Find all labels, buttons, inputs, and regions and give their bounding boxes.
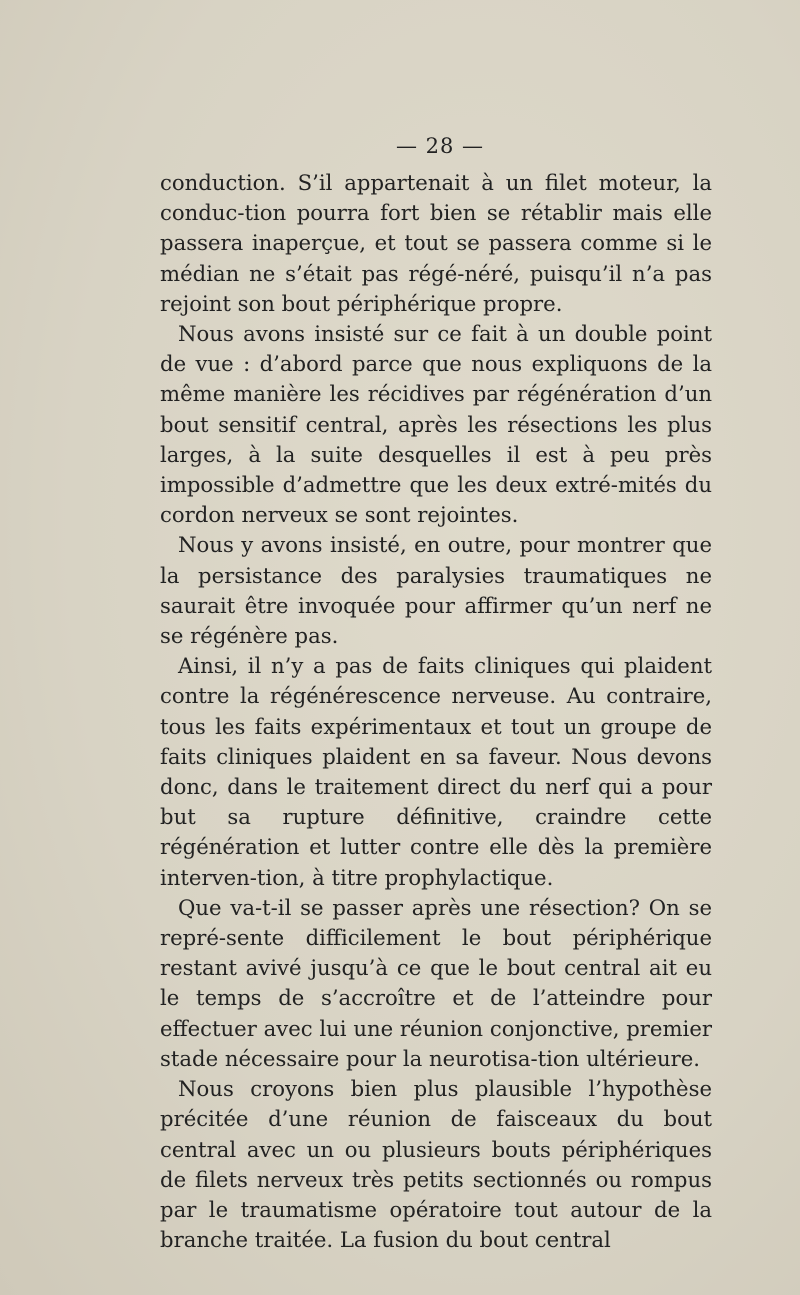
paragraph-2: Nous avons insisté sur ce fait à un double point de vue : d’abord parce que nous expliquons de la même manière les récidives par régénération d’un bout sensitif central, après les résections les plus larges, à la suite desquelles il est à peu près impossible d’admettre que les deux extré-mités du cordon nerveux se sont rejointes.: [160, 321, 712, 528]
page-number: — 28 —: [395, 134, 485, 158]
body-text: [160, 168, 712, 1255]
paragraph-1: conduction. S’il appartenait à un filet moteur, la conduc-tion pourra fort bien se rétablir mais elle passera inaperçue, et tout se passera comme si le médian ne s’était pas régé-néré, puisqu’il n’a pas rejoint son bout périphérique propre.: [160, 170, 712, 316]
paragraph-3: Nous y avons insisté, en outre, pour montrer que la persistance des paralysies traumatiques ne saurait être invoquée pour affirmer qu’un nerf ne se régénère pas.: [160, 532, 712, 649]
paragraph-5: Que va-t-il se passer après une résection? On se repré-sente difficilement le bout périphérique restant avivé jusqu’à ce que le bout central ait eu le temps de s’accroître et de l’atteindre pour effectuer avec lui une réunion conjonctive, premier stade nécessaire pour la neurotisa-tion ultérieure.: [160, 894, 712, 1071]
paragraph-6: Nous croyons bien plus plausible l’hypothèse précitée d’une réunion de faisceaux du bout central avec un ou plusieurs bouts périphériques de filets nerveux très petits sectionnés ou rompus par le traumatisme opératoire tout autour de la branche traitée. La fusion du bout central: [160, 1076, 712, 1253]
paragraph-4: Ainsi, il n’y a pas de faits cliniques qui plaident contre la régénérescence nerveuse. Au contraire, tous les faits expérimentaux et tout un groupe de faits cliniques plaident en sa faveur. Nous devons donc, dans le traitement direct du nerf qui a pour but sa rupture définitive, craindre cette régénération et lutter contre elle dès la première interven-tion, à titre prophylactique.: [160, 653, 712, 890]
